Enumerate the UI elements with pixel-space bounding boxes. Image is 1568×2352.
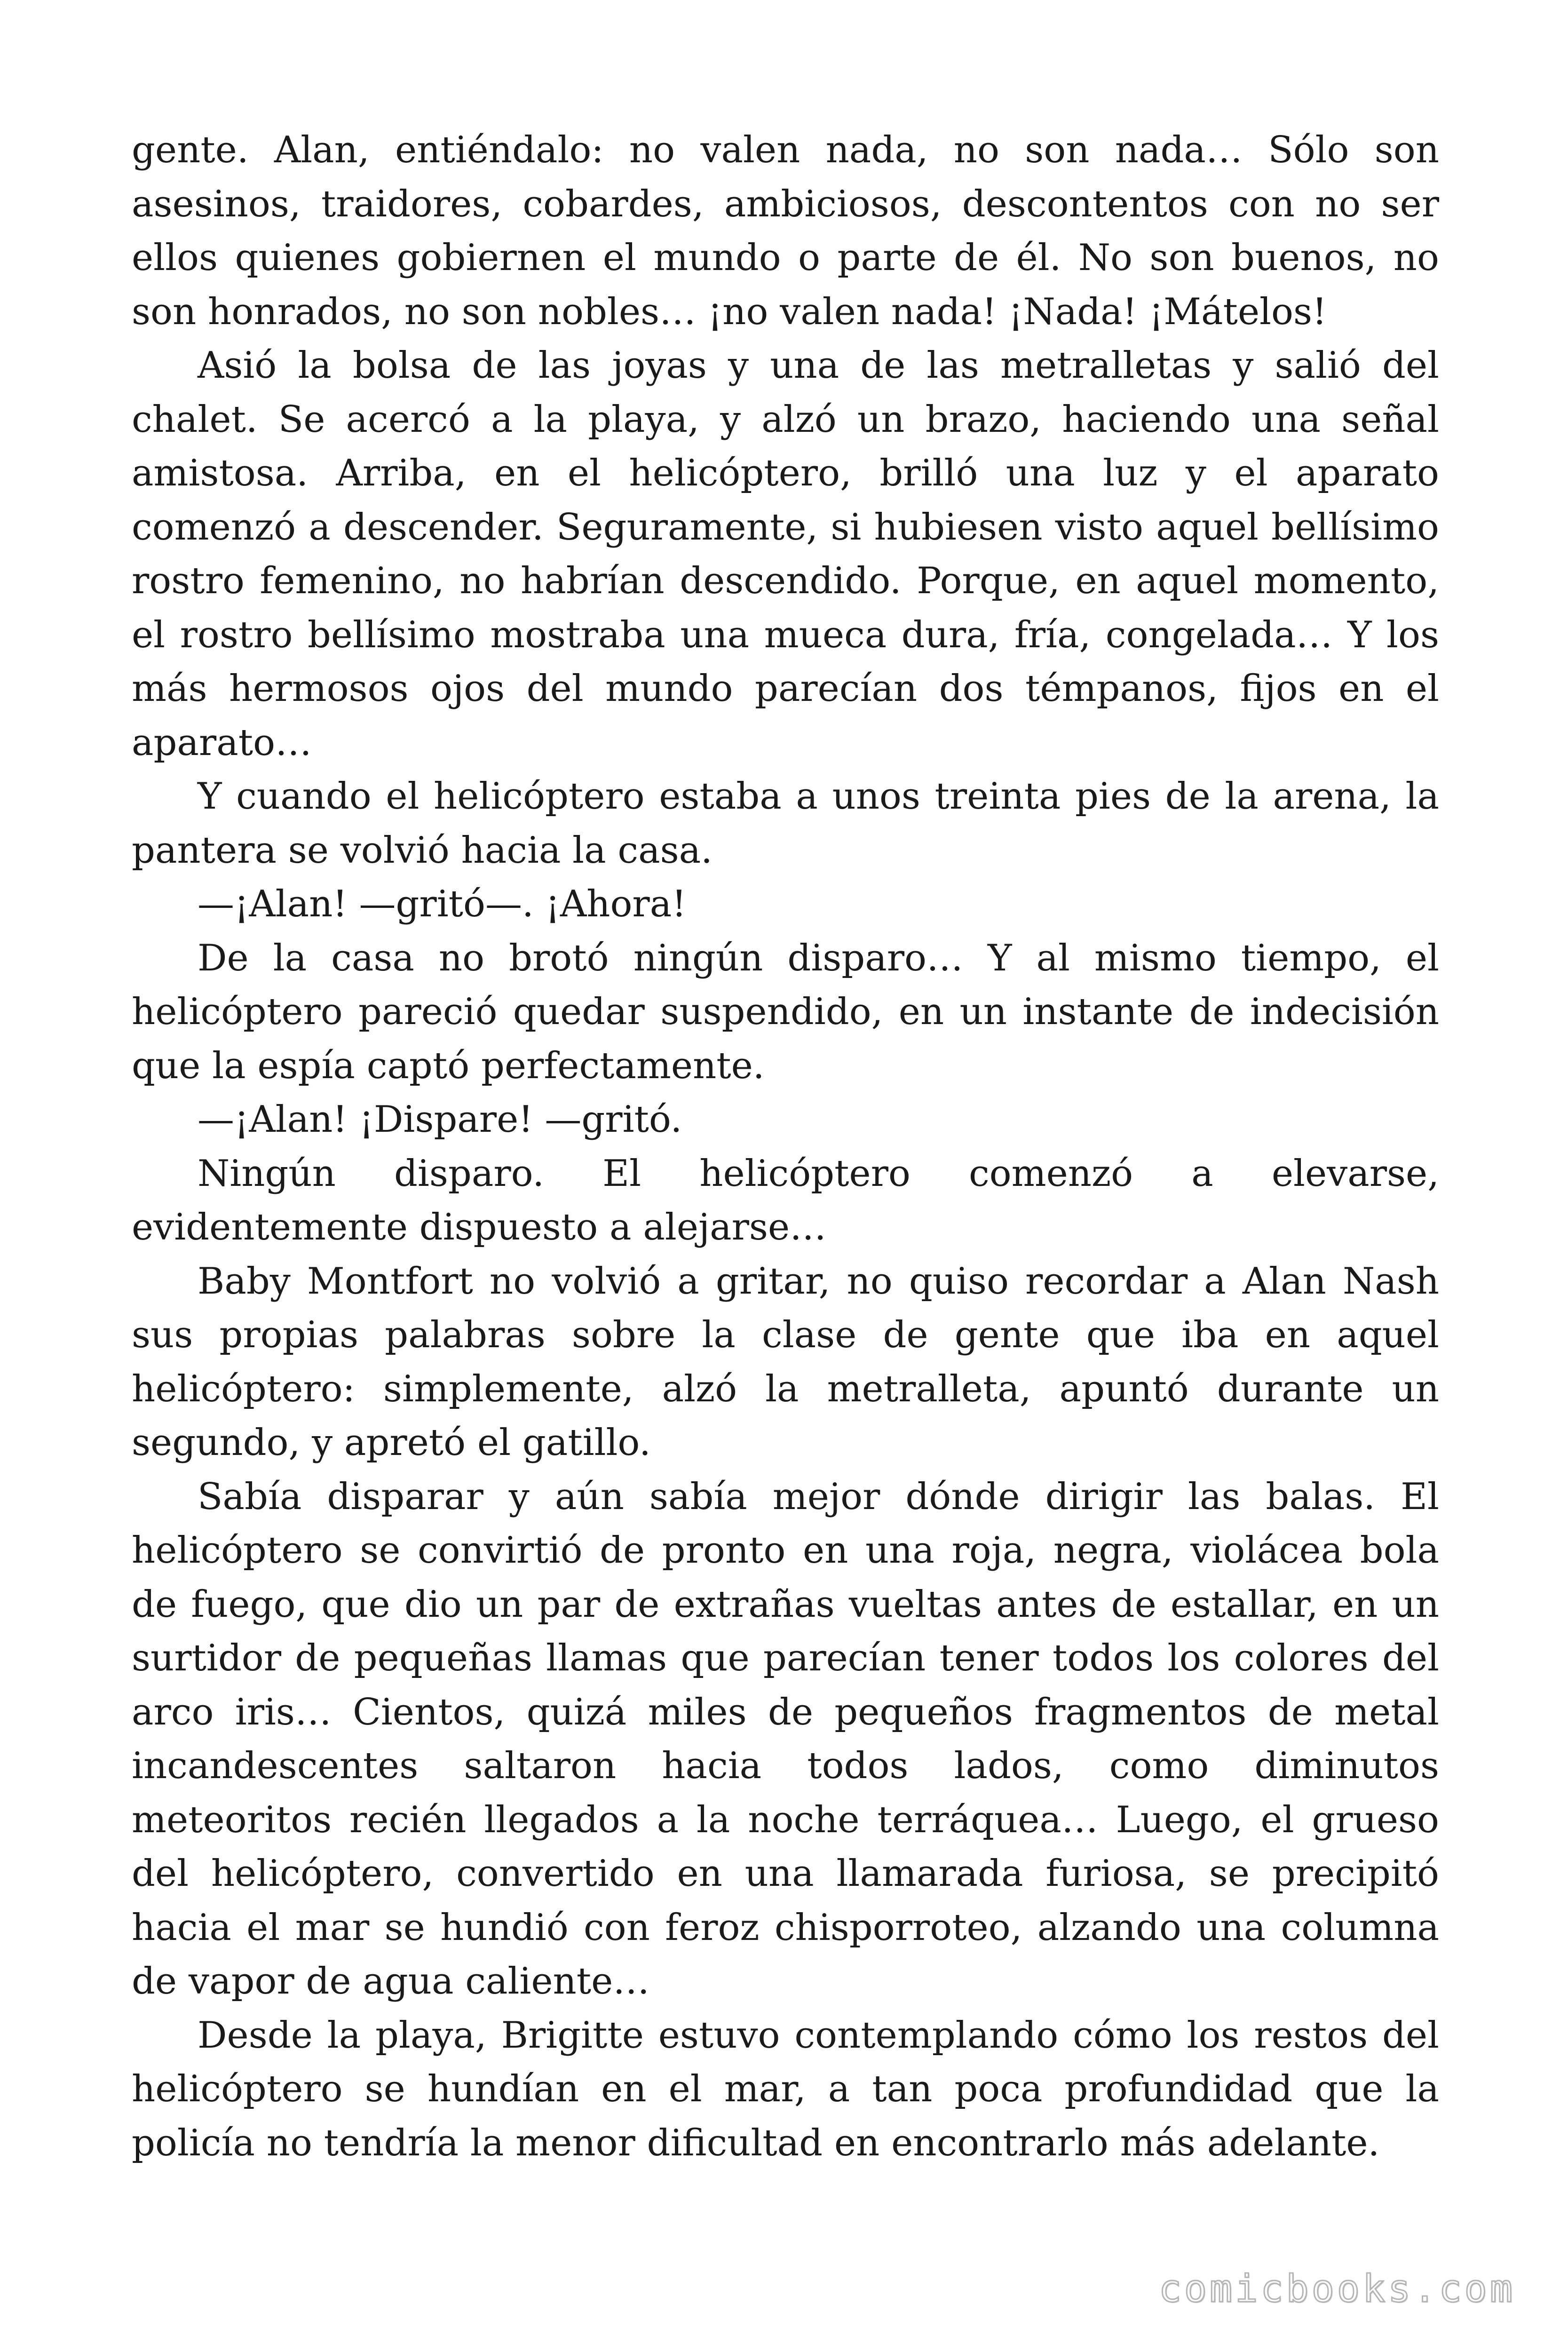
paragraph: Ningún disparo. El helicóptero comenzó a elevarse, evidentemente dispuesto a alejarse…	[132, 1152, 1439, 1248]
dialogue-paragraph: —¡Alan! —gritó—. ¡Ahora!	[198, 883, 687, 925]
watermark: comicbooks.com	[1158, 2267, 1515, 2311]
paragraph: gente. Alan, entiéndalo: no valen nada, no son nada… Sólo son asesinos, traidores, cobardes, ambiciosos, descontentos con no ser ellos quienes gobiernen el mundo o parte de él. No son buenos, no son honrados, no son nobles… ¡no valen nada! ¡Nada! ¡Mátelos!	[132, 129, 1439, 333]
paragraph: Desde la playa, Brigitte estuvo contemplando cómo los restos del helicóptero se hundían en el mar, a tan poca profundidad que la policía no tendría la menor dificultad en encontrarlo más adelante.	[132, 2014, 1439, 2164]
paragraph: De la casa no brotó ningún disparo… Y al mismo tiempo, el helicóptero pareció quedar suspendido, en un instante de indecisión que la espía captó perfectamente.	[132, 937, 1439, 1087]
paragraph: Baby Montfort no volvió a gritar, no quiso recordar a Alan Nash sus propias palabras sobre la clase de gente que iba en aquel helicóptero: simplemente, alzó la metralleta, apuntó durante un segundo, y apretó el gatillo.	[132, 1260, 1439, 1464]
paragraph: Sabía disparar y aún sabía mejor dónde dirigir las balas. El helicóptero se convirtió de pronto en una roja, negra, violácea bola de fuego, que dio un par de extrañas vueltas antes de estallar, en un surtidor de pequeñas llamas que parecían tener todos los colores del arco iris… Cientos, quizá miles de pequeños fragmentos de metal incandescentes saltaron hacia todos lados, como diminutos meteoritos recién llegados a la noche terráquea… Luego, el grueso del helicóptero, convertido en una llamarada furiosa, se precipitó hacia el mar se hundió con feroz chisporroteo, alzando una columna de vapor de agua caliente…	[132, 1475, 1439, 2002]
dialogue-paragraph: —¡Alan! ¡Dispare! —gritó.	[198, 1098, 682, 1141]
paragraph: Asió la bolsa de las joyas y una de las metralletas y salió del chalet. Se acercó a la playa, y alzó un brazo, haciendo una señal amistosa. Arriba, en el helicóptero, brilló una luz y el aparato comenzó a descender. Seguramente, si hubiesen visto aquel bellísimo rostro femenino, no habrían descendido. Porque, en aquel momento, el rostro bellísimo mostraba una mueca dura, fría, congelada… Y los más hermosos ojos del mundo parecían dos témpanos, fijos en el aparato…	[132, 344, 1439, 764]
body-text	[132, 123, 1439, 2170]
paragraph: Y cuando el helicóptero estaba a unos treinta pies de la arena, la pantera se volvió hacia la casa.	[132, 775, 1439, 872]
